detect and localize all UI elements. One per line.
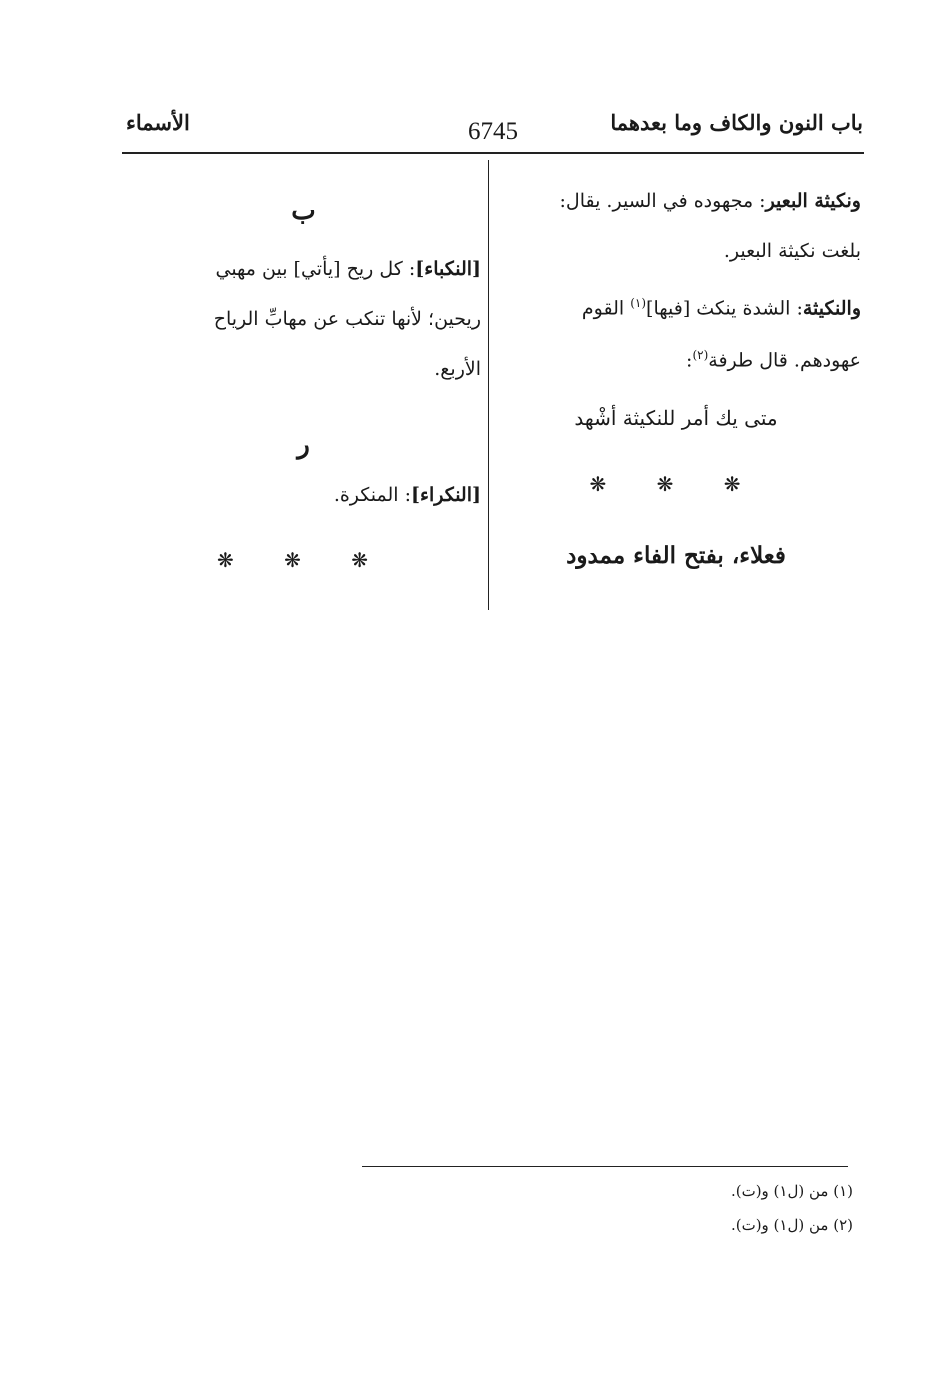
paragraph-nakitha-line-1: ونكيثة البعير: مجهوده في السير. يقال: (559, 190, 861, 212)
section-separator-stars: ❋ ❋ ❋ (217, 548, 390, 572)
paragraph-shidda-line-1: والنكيثة: الشدة ينكث [فيها]$^{(١)}$ القوم (581, 296, 861, 320)
headword: [النكباء] (415, 258, 481, 280)
headword: ونكيثة البعير (765, 190, 861, 212)
page-number: 6745 (468, 118, 518, 145)
pattern-subheading: فعلاء، بفتح الفاء ممدود (566, 542, 786, 569)
headword: [النكراء] (411, 484, 481, 506)
letter-heading-ra: ر (297, 430, 310, 460)
headword: والنكيثة (802, 297, 861, 320)
paragraph-nakba-line-3: الأربع. (434, 358, 481, 380)
section-header: الأسماء (126, 110, 190, 135)
column-divider (488, 160, 489, 610)
paragraph-shidda-line-2: عهودهم. قال طرفة$^{(٢)}$: (686, 348, 861, 372)
paragraph-nakba-line-2: ريحين؛ لأنها تنكب عن مهابِّ الرياح (213, 308, 481, 330)
footnote-rule (362, 1166, 848, 1167)
paragraph-nakba-line-1: [النكباء]: كل ريح [يأتي] بين مهبي (215, 258, 481, 280)
letter-heading-ba: ب (291, 196, 316, 226)
chapter-header: باب النون والكاف وما بعدهما (610, 110, 863, 135)
header-rule (122, 152, 864, 154)
footnote-ref-1: (١) (630, 296, 647, 310)
paragraph-nakitha-line-2: بلغت نكيثة البعير. (723, 240, 861, 262)
footnote-1: (١) من (ل١) و(ت). (730, 1182, 853, 1200)
poetry-verse: متى يك أمر للنكيثة أشْهد (574, 406, 778, 430)
footnote-2: (٢) من (ل١) و(ت). (730, 1216, 853, 1234)
paragraph-nakra: [النكراء]: المنكرة. (333, 484, 481, 506)
footnote-ref-2: (٢) (692, 348, 709, 362)
section-separator-stars: ❋ ❋ ❋ (589, 472, 763, 496)
